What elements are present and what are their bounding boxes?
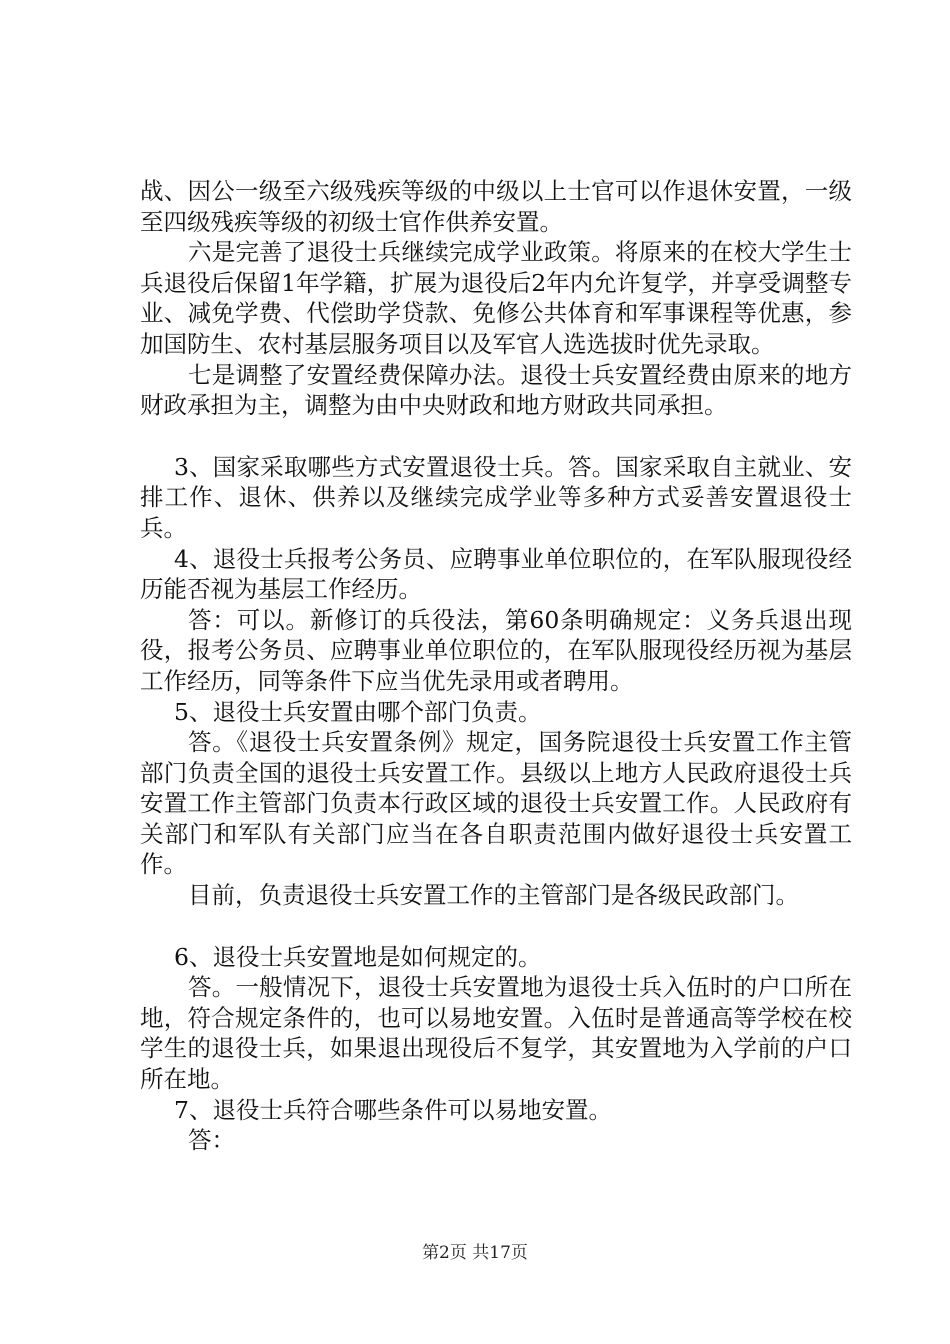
paragraph-spacer (140, 911, 852, 942)
paragraph-retirement-continuation: 战、因公一级至六级残疾等级的中级以上士官可以作退休安置，一级至四级残疾等级的初级士官作供养安置。 (140, 177, 852, 236)
answer-7: 答： (188, 1126, 235, 1155)
document-body (140, 176, 852, 1156)
question-4: 4、退役士兵报考公务员、应聘事业单位职位的，在军队服现役经历能否视为基层工作经历。 (140, 544, 852, 604)
answer-4: 答：可以。新修订的兵役法，第60条明确规定：义务兵退出现役，报考公务员、应聘事业单位职位的，在军队服现役经历视为基层工作经历，同等条件下应当优先录用或者聘用。 (140, 605, 852, 695)
answer-5: 答。《退役士兵安置条例》规定，国务院退役士兵安置工作主管部门负责全国的退役士兵安置工作。县级以上地方人民政府退役士兵安置工作主管部门负责本行政区域的退役士兵安置工作。人民政府有关部门和军队有关部门应当在各自职责范围内做好退役士兵安置工作。 (140, 728, 852, 879)
page-footer (0, 1243, 950, 1263)
page-number-label: 第2页 共17页 (422, 1243, 528, 1263)
paragraph-point-seven: 七是调整了安置经费保障办法。退役士兵安置经费由原来的地方财政承担为主，调整为由中央财政和地方财政共同承担。 (140, 360, 852, 420)
paragraph-spacer (140, 421, 852, 452)
question-6: 6、退役士兵安置地是如何规定的。 (174, 942, 542, 971)
answer-5-note: 目前，负责退役士兵安置工作的主管部门是各级民政部门。 (188, 881, 799, 910)
paragraph-point-six: 六是完善了退役士兵继续完成学业政策。将原来的在校大学生士兵退役后保留1年学籍，扩展为退役后2年内允许复学，并享受调整专业、减免学费、代偿助学贷款、免修公共体育和军事课程等优惠，参加国防生、农村基层服务项目以及军官人选选拔时优先录取。 (140, 238, 852, 358)
answer-6: 答。一般情况下，退役士兵安置地为退役士兵入伍时的户口所在地，符合规定条件的，也可以易地安置。入伍时是普通高等学校在校学生的退役士兵，如果退出现役后不复学，其安置地为入学前的户口所在地。 (140, 973, 852, 1094)
question-7: 7、退役士兵符合哪些条件可以易地安置。 (174, 1095, 612, 1124)
question-3: 3、国家采取哪些方式安置退役士兵。答。国家采取自主就业、安排工作、退休、供养以及继续完成学业等多种方式妥善安置退役士兵。 (140, 452, 852, 542)
question-5: 5、退役士兵安置由哪个部门负责。 (174, 697, 542, 726)
